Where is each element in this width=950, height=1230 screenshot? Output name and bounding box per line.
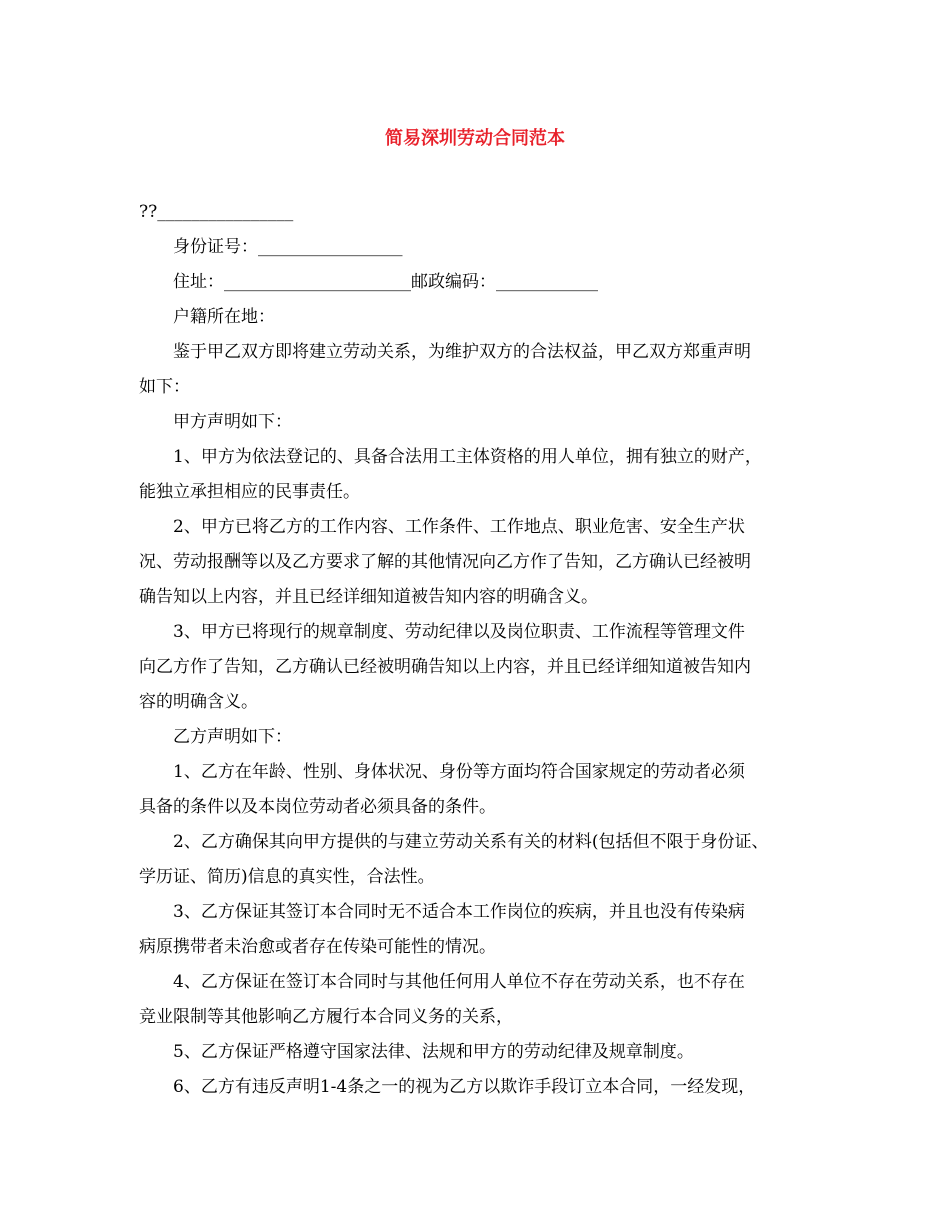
- text-line: 能独立承担相应的民事责任。: [139, 482, 360, 502]
- text-line: 1、甲方为依法登记的、具备合法用工主体资格的用人单位，拥有独立的财产，: [173, 447, 762, 467]
- document-title: 简易深圳劳动合同范本: [385, 128, 565, 149]
- text-line: 住址：______________________邮政编码：____________: [173, 272, 598, 292]
- text-line: 3、甲方已将现行的规章制度、劳动纪律以及岗位职责、工作流程等管理文件: [173, 622, 745, 642]
- text-line: 1、乙方在年龄、性别、身体状况、身份等方面均符合国家规定的劳动者必须: [173, 762, 745, 782]
- text-line: 学历证、简历)信息的真实性，合法性。: [139, 867, 435, 887]
- text-line: 6、乙方有违反声明1-4条之一的视为乙方以欺诈手段订立本合同，一经发现，: [173, 1077, 756, 1097]
- document-body: [139, 195, 819, 1105]
- text-line: 3、乙方保证其签订本合同时无不适合本工作岗位的疾病，并且也没有传染病: [173, 902, 745, 922]
- text-line: 2、乙方确保其向甲方提供的与建立劳动关系有关的材料(包括但不限于身份证、: [173, 832, 769, 852]
- text-line: 5、乙方保证严格遵守国家法律、法规和甲方的劳动纪律及规章制度。: [173, 1042, 694, 1062]
- text-line: 甲方声明如下：: [173, 412, 292, 432]
- text-line: 2、甲方已将乙方的工作内容、工作条件、工作地点、职业危害、安全生产状: [173, 517, 745, 537]
- text-line: 户籍所在地：: [173, 307, 275, 327]
- text-line: 具备的条件以及本岗位劳动者必须具备的条件。: [139, 797, 496, 817]
- text-line: 确告知以上内容，并且已经详细知道被告知内容的明确含义。: [139, 587, 598, 607]
- text-line: 向乙方作了告知，乙方确认已经被明确告知以上内容，并且已经详细知道被告知内: [139, 657, 751, 677]
- text-line: 如下：: [139, 377, 190, 397]
- text-line: 病原携带者未治愈或者存在传染可能性的情况。: [139, 937, 496, 957]
- text-line: ??________________: [139, 202, 294, 222]
- text-line: 容的明确含义。: [139, 692, 258, 712]
- text-line: 鉴于甲乙双方即将建立劳动关系，为维护双方的合法权益，甲乙双方郑重声明: [173, 342, 751, 362]
- text-line: 4、乙方保证在签订本合同时与其他任何用人单位不存在劳动关系，也不存在: [173, 972, 745, 992]
- text-line: 身份证号：_________________: [173, 237, 403, 257]
- text-line: 况、劳动报酬等以及乙方要求了解的其他情况向乙方作了告知，乙方确认已经被明: [139, 552, 751, 572]
- text-line: 竞业限制等其他影响乙方履行本合同义务的关系，: [139, 1007, 513, 1027]
- text-line: 乙方声明如下：: [173, 727, 292, 747]
